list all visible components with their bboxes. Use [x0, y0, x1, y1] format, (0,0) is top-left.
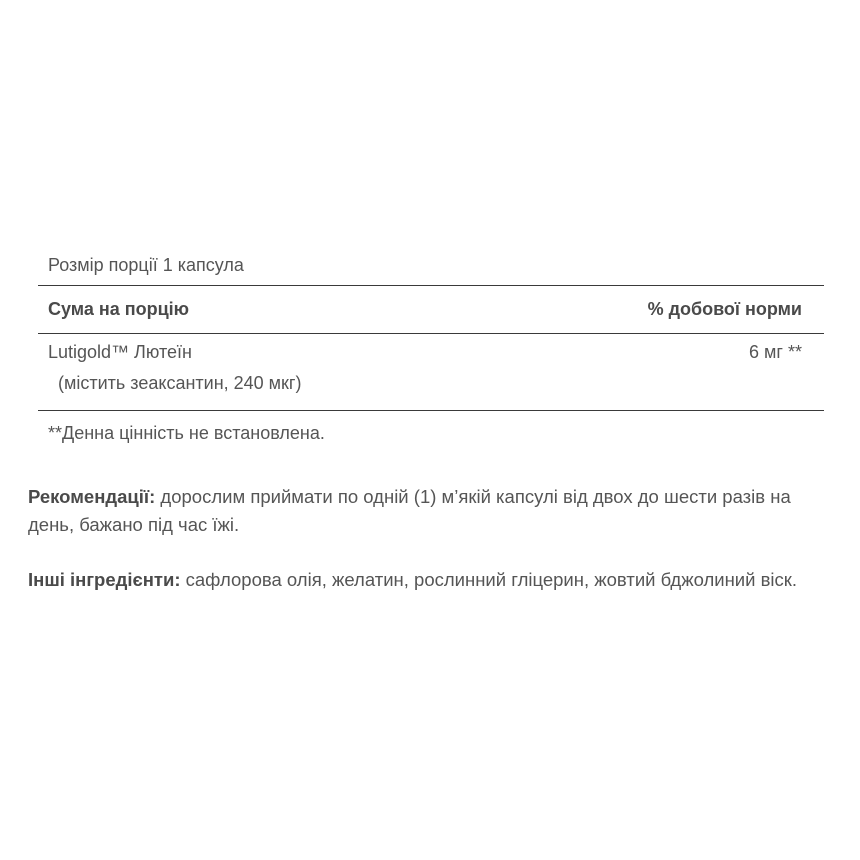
- footnote: **Денна цінність не встановлена.: [48, 423, 325, 443]
- serving-size: Розмір порції 1 капсула: [48, 255, 244, 275]
- recommendations-text: дорослим приймати по одній (1) м’якій капсулі від двох до шести разів на день, бажано під час їжі.: [28, 486, 791, 535]
- ingredients-label: Інші інгредієнти:: [28, 569, 181, 590]
- nutrient-sub-row: (містить зеаксантин, 240 мкг): [58, 373, 302, 393]
- nutrient-name: Lutigold™ Лютеїн: [48, 342, 192, 362]
- recommendations-paragraph: [28, 483, 818, 539]
- ingredients-text: сафлорова олія, желатин, рослинний гліцерин, жовтий бджолиний віск.: [180, 569, 798, 590]
- table-header: [38, 286, 824, 333]
- amount-per-serving-header: Сума на порцію: [48, 299, 190, 319]
- ingredients-paragraph: [28, 566, 818, 594]
- recommendations-label: Рекомендації:: [28, 486, 156, 507]
- nutrient-amount: 6 мг **: [749, 342, 802, 362]
- supplement-facts-panel: [38, 252, 824, 457]
- table-row: [38, 334, 824, 370]
- daily-value-header: % добової норми: [647, 299, 802, 319]
